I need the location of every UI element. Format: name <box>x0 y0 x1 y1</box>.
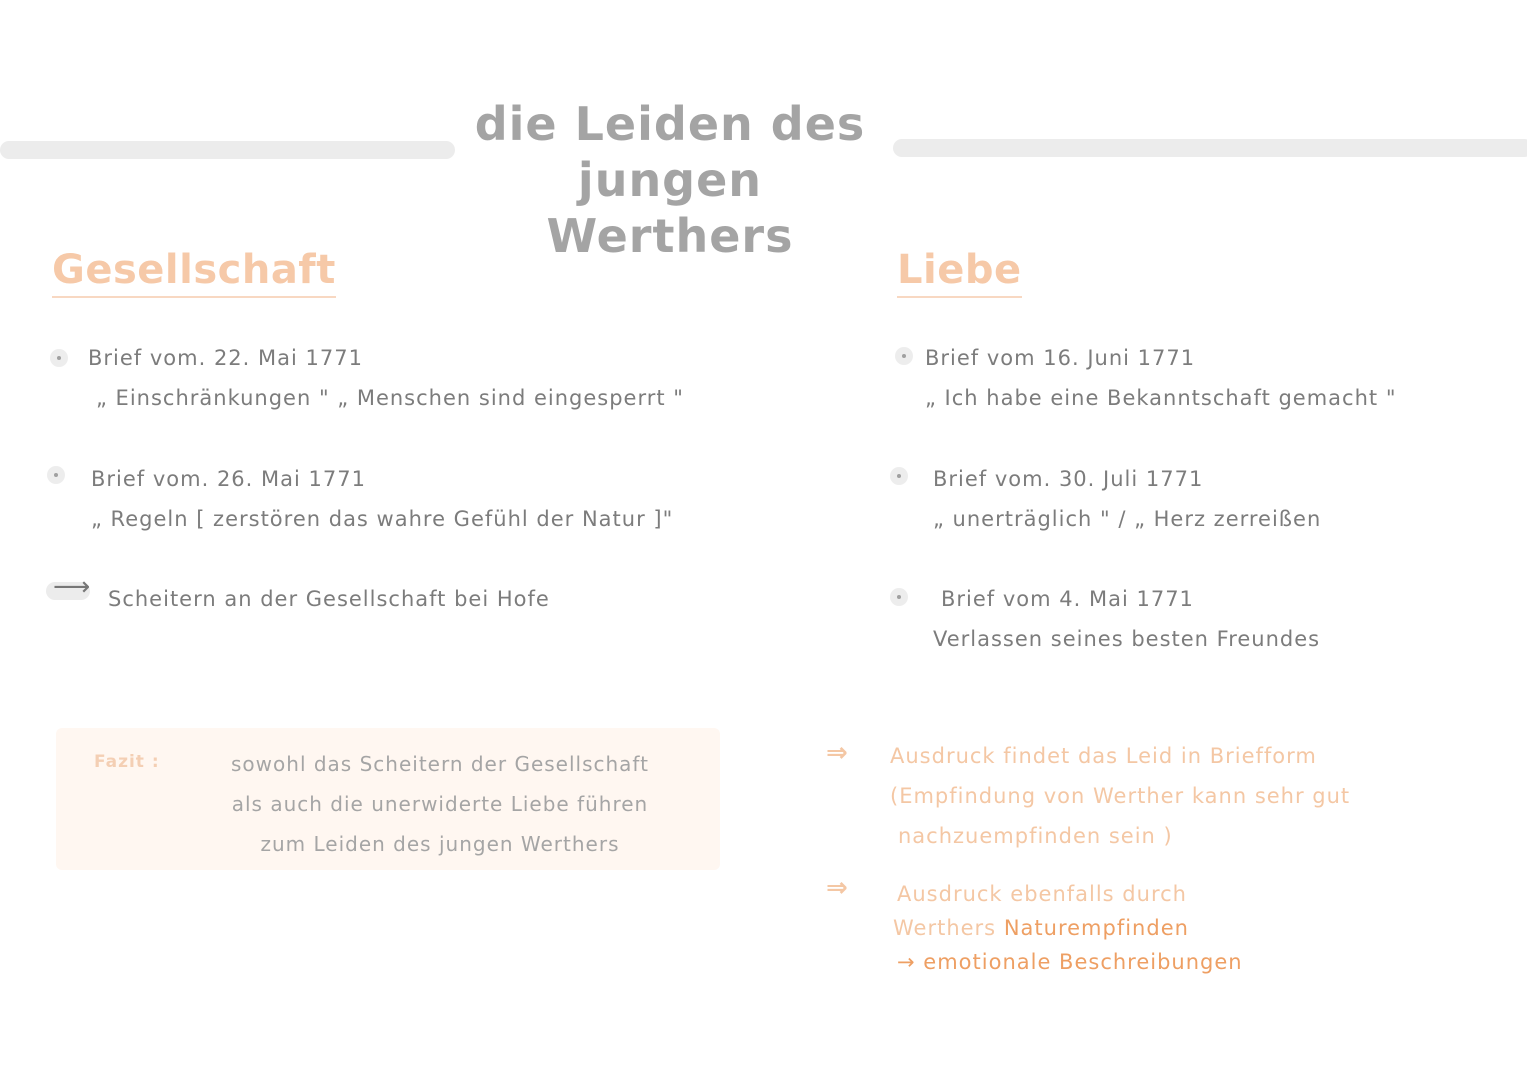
bullet-icon <box>50 349 68 367</box>
heading-gesellschaft: Gesellschaft <box>52 246 336 298</box>
letter-title: Brief vom. 22. Mai 1771 <box>88 346 363 370</box>
conclusion-line: Ausdruck ebenfalls durch <box>897 882 1187 906</box>
letter-quote: „ Einschränkungen " „ Menschen sind eingesperrt " <box>96 386 684 410</box>
list-item <box>925 338 1396 418</box>
fazit-line: sowohl das Scheitern der Gesellschaft <box>231 752 649 776</box>
letter-quote: „ Regeln [ zerstören das wahre Gefühl der Natur ]" <box>91 507 674 531</box>
list-item <box>91 459 673 539</box>
conclusion-line: Ausdruck findet das Leid in Briefform <box>890 744 1317 768</box>
list-item <box>933 459 1321 539</box>
fazit-line: als auch die unerwiderte Liebe führen <box>231 792 649 816</box>
fazit-label: Fazit : <box>94 752 160 772</box>
conclusion-werthers: Werthers <box>893 916 997 940</box>
fazit-line: zum Leiden des jungen Werthers <box>260 832 620 856</box>
title-rule-right <box>893 139 1527 157</box>
conclusion-line: (Empfindung von Werther kann sehr gut <box>890 784 1351 808</box>
fazit-text <box>180 744 700 864</box>
double-arrow-icon: ⇒ <box>826 873 848 903</box>
title-rule-left <box>0 141 455 159</box>
conclusion-line <box>893 945 1243 979</box>
list-item <box>88 338 684 418</box>
bullet-icon <box>47 466 65 484</box>
letter-quote: „ Ich habe eine Bekanntschaft gemacht " <box>925 386 1397 410</box>
arrow-right-icon: → <box>897 950 916 974</box>
list-item <box>933 579 1320 659</box>
conclusion-naturempfinden-accent: Naturempfinden <box>1003 916 1189 940</box>
result-text: Scheitern an der Gesellschaft bei Hofe <box>108 587 550 611</box>
conclusion-emotional: emotionale Beschreibungen <box>923 950 1243 974</box>
conclusion-briefform <box>890 736 1350 856</box>
letter-title: Brief vom 16. Juni 1771 <box>925 346 1196 370</box>
arrow-right-icon: ⟶ <box>53 572 91 602</box>
bullet-icon <box>890 467 908 485</box>
page-title <box>460 96 880 264</box>
page-title-line-1: die Leiden des <box>474 97 866 151</box>
bullet-icon <box>895 347 913 365</box>
letter-title: Brief vom. 30. Juli 1771 <box>933 467 1204 491</box>
conclusion-line: nachzuempfinden sein ) <box>898 824 1173 848</box>
letter-title: Brief vom 4. Mai 1771 <box>941 587 1194 611</box>
page-title-line-2: jungen Werthers <box>546 153 794 263</box>
conclusion-line <box>893 911 1243 945</box>
letter-quote: „ unerträglich " / „ Herz zerreißen <box>933 507 1322 531</box>
letter-title: Brief vom. 26. Mai 1771 <box>91 467 366 491</box>
conclusion-naturempfinden <box>893 877 1243 979</box>
bullet-icon <box>890 588 908 606</box>
heading-liebe: Liebe <box>897 246 1022 298</box>
double-arrow-icon: ⇒ <box>826 738 848 768</box>
letter-quote: Verlassen seines besten Freundes <box>933 627 1321 651</box>
